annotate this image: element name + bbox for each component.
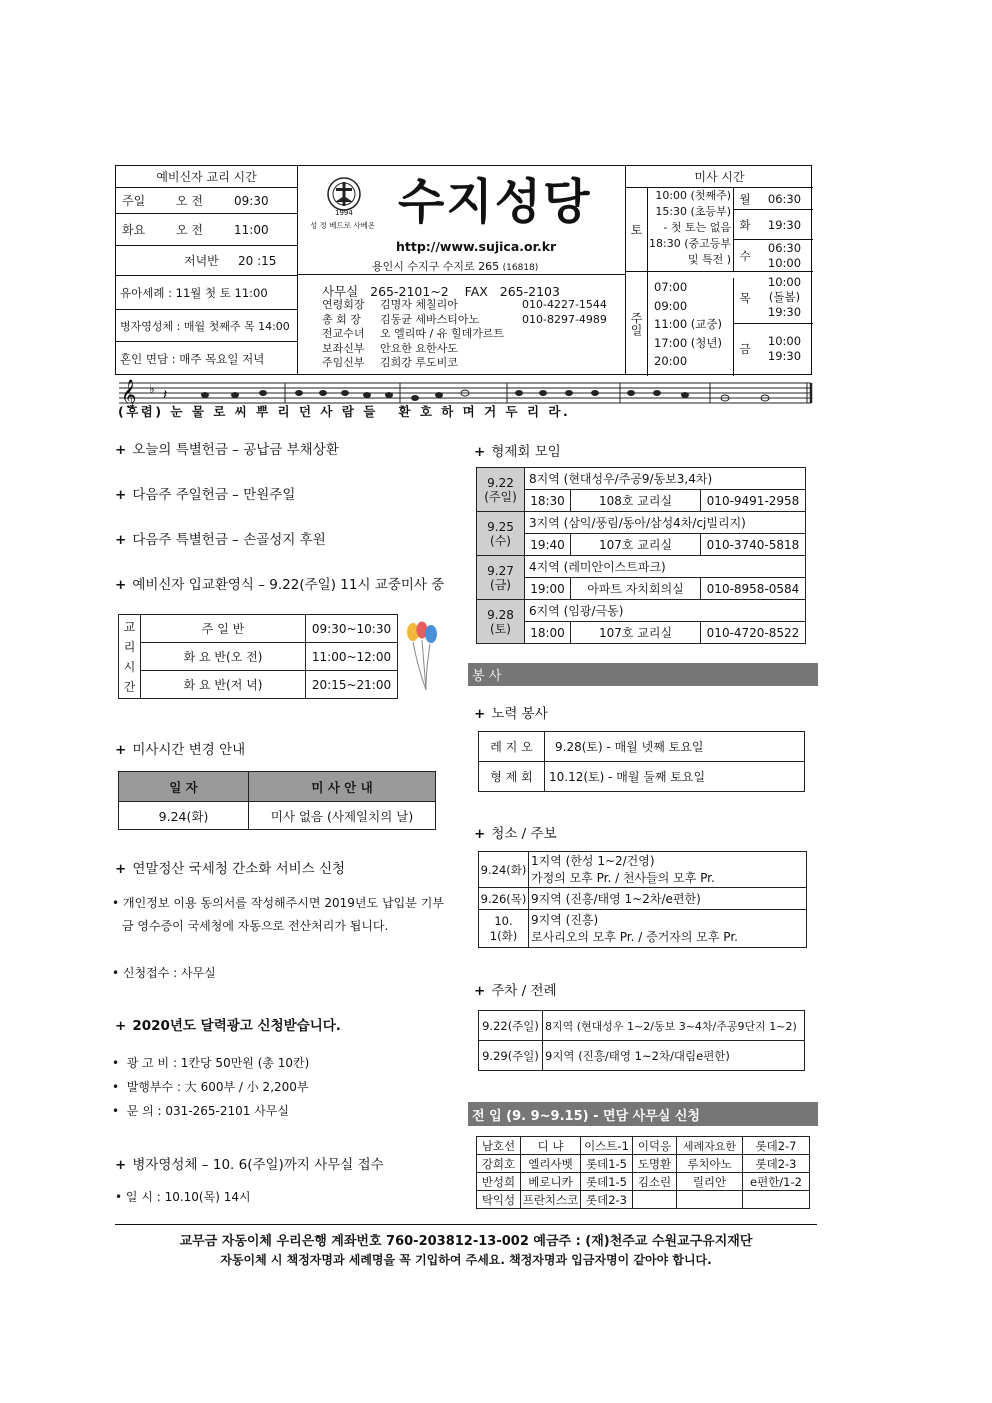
cleaning-title: + 청소 / 주보 [474, 826, 557, 842]
staff-row: 보좌신부 안요한 요한사도 [322, 341, 458, 355]
meeting-date: 9.22 (주일) [477, 468, 525, 512]
move-in-address: 이스트-1 [581, 1137, 633, 1155]
meeting-time: 18:30 [525, 490, 571, 512]
notice-next-offering: + 다음주 주일헌금 – 만원주일 [115, 487, 296, 503]
parking-date: 9.22(주일) [479, 1011, 543, 1041]
move-in-name [633, 1191, 677, 1209]
meeting-date: 9.25 (수) [477, 512, 525, 556]
move-in-address: 롯데2-3 [743, 1155, 810, 1173]
svg-text:♭: ♭ [149, 382, 155, 396]
move-in-section-bar: 전 입 (9. 9~9.15) - 면담 사무실 신청 [468, 1102, 818, 1126]
svg-text:𝄽: 𝄽 [163, 387, 168, 403]
meeting-date: 9.27 (금) [477, 556, 525, 600]
parking-desc: 9지역 (진흥/태영 1~2차/대림e편한) [543, 1041, 805, 1071]
move-in-baptism: 세례자요한 [677, 1137, 743, 1155]
calendar-ad-item: • 광 고 비 : 1칸당 50만원 (총 10칸) [112, 1056, 310, 1070]
notice-next-special-offering: + 다음주 특별헌금 – 손골성지 후원 [115, 532, 326, 548]
labor-group: 레 지 오 [479, 732, 545, 762]
cleaning-date: 9.26(목) [479, 888, 529, 910]
catechism-row: 화요 오 전 11:00 [116, 214, 297, 246]
mass-change-header-info: 미 사 안 내 [249, 772, 436, 802]
class-side-label: 교 리 시 간 [119, 615, 141, 699]
meeting-place: 아파트 자치회의실 [571, 578, 701, 600]
footer-account: 교무금 자동이체 우리은행 계좌번호 760-203812-13-002 예금주 : (재)천주교 수원교구유지재단 [179, 1234, 753, 1249]
calendar-ad-item: • 문 의 : 031-265-2101 사무실 [112, 1104, 289, 1118]
meeting-area: 3지역 (삼익/풍림/동아/삼성4차/cj빌리지) [525, 512, 806, 534]
church-logo [326, 176, 362, 212]
saturday-label: 토 [626, 188, 648, 272]
parking-title: + 주차 / 전례 [474, 983, 557, 999]
move-in-baptism: 디 냐 [521, 1137, 581, 1155]
class-name: 주 일 반 [141, 615, 306, 643]
class-time: 09:30~10:30 [306, 615, 398, 643]
labor-desc: 10.12(토) - 매월 둘째 토요일 [545, 762, 805, 792]
tax-service-body: • 개인정보 이용 동의서를 작성해주시면 2019년도 납입분 기부금 영수증이 국세청에 자동으로 전산처리가 됩니다. [112, 896, 444, 933]
weekday-masses [734, 188, 813, 374]
logo-year: 1994 [335, 209, 353, 217]
class-time: 20:15~21:00 [306, 671, 398, 699]
cleaning-desc: 9지역 (진흥/태영 1~2차/e편한) [529, 888, 807, 910]
meeting-phone: 010-8958-0584 [701, 578, 806, 600]
staff-row: 총 회 장 김동균 세바스티아노 010-8297-4989 [322, 312, 607, 326]
marriage-interview: 혼인 면담 : 매주 목요일 저녁 [120, 352, 265, 366]
meeting-phone: 010-4720-8522 [701, 622, 806, 644]
sick-communion-date: • 일 시 : 10.10(목) 14시 [115, 1190, 251, 1204]
move-in-name: 이덕응 [633, 1137, 677, 1155]
weekday-row: 화 19:30 [734, 210, 813, 240]
move-in-address: 롯데2-7 [743, 1137, 810, 1155]
notice-welcome-ceremony: + 예비신자 입교환영식 – 9.22(주일) 11시 교중미사 중 [115, 577, 445, 593]
svg-text:𝄞: 𝄞 [121, 380, 137, 407]
meeting-time: 18:00 [525, 622, 571, 644]
labor-service-table [478, 731, 805, 792]
meeting-place: 107호 교리실 [571, 534, 701, 556]
staff-list [322, 298, 622, 371]
mass-time-panel [626, 166, 813, 374]
mass-change-date: 9.24(화) [119, 802, 249, 830]
class-name: 화 요 반(저 녁) [141, 671, 306, 699]
meeting-place: 108호 교리실 [571, 490, 701, 512]
staff-row: 연령회장 김명자 체칠리아 010-4227-1544 [322, 298, 607, 311]
bulletin-header [115, 165, 812, 375]
move-in-address: e편한/1-2 [743, 1173, 810, 1191]
weekday-row: 월 06:30 [734, 188, 813, 210]
divider [298, 274, 625, 275]
move-in-name: 남호선 [477, 1137, 521, 1155]
move-in-address: 롯데1-5 [581, 1173, 633, 1191]
calendar-ad-item: • 발행부수 : 大 600부 / 小 2,200부 [112, 1080, 309, 1094]
meeting-area: 4지역 (레미안이스트파크) [525, 556, 806, 578]
catechism-title: 예비신자 교리 시간 [116, 166, 297, 188]
move-in-name: 탁익성 [477, 1191, 521, 1209]
hymn-lyrics: (후렴) 눈 물 로 씨 뿌 리 던 사 람 들 환 호 하 며 거 두 리 라. [118, 404, 571, 419]
move-in-table [476, 1136, 810, 1209]
move-in-address: 롯데1-5 [581, 1155, 633, 1173]
move-in-baptism: 엘리사벳 [521, 1155, 581, 1173]
staff-row: 주임신부 김희강 루도비코 [322, 356, 458, 369]
move-in-baptism: 루치아노 [677, 1155, 743, 1173]
cleaning-table [478, 851, 807, 948]
calendar-ad-title: + 2020년도 달력광고 신청받습니다. [115, 1018, 341, 1034]
catechism-panel [116, 166, 298, 374]
parking-desc: 8지역 (현대성우 1~2/동보 3~4차/주공9단지 1~2) [543, 1011, 805, 1041]
church-info-panel [298, 166, 626, 374]
move-in-name: 도명환 [633, 1155, 677, 1173]
move-in-baptism: 릴리안 [677, 1173, 743, 1191]
calendar-ad-list [112, 1051, 309, 1123]
office-phone: 사무실 265-2101~2 FAX 265-2103 [322, 284, 560, 299]
sick-communion: 병자영성체 : 매월 첫째주 목 14:00 [116, 310, 297, 342]
labor-group: 형 제 회 [479, 762, 545, 792]
meeting-phone: 010-9491-2958 [701, 490, 806, 512]
move-in-address: 롯데2-3 [581, 1191, 633, 1209]
weekday-row: 수 06:30 10:00 [734, 240, 813, 272]
church-cross-icon [326, 176, 362, 212]
church-name: 수지성당 [398, 174, 592, 230]
move-in-name: 김소린 [633, 1173, 677, 1191]
meeting-time: 19:40 [525, 534, 571, 556]
meeting-area: 6지역 (임광/극동) [525, 600, 806, 622]
weekday-row: 목 10:00 (돌봄) 19:30 [734, 272, 813, 324]
class-name: 화 요 반(오 전) [141, 643, 306, 671]
sunday-times: 07:00 09:00 11:00 (교중) 17:00 (청년) 20:00 [648, 278, 734, 376]
move-in-name: 강희호 [477, 1155, 521, 1173]
meeting-date: 9.28 (토) [477, 600, 525, 644]
meeting-phone: 010-3740-5818 [701, 534, 806, 556]
logo-caption: 성 정 베드로 사베온 [310, 221, 376, 230]
mass-title: 미사 시간 [626, 166, 813, 188]
catechism-row: 주일 오 전 09:30 [116, 188, 297, 214]
move-in-address [743, 1191, 810, 1209]
cleaning-date: 10. 1(화) [479, 910, 529, 948]
tax-service-title: + 연말정산 국세청 간소화 서비스 신청 [115, 861, 346, 877]
cleaning-desc: 9지역 (진흥) 로사리오의 모후 Pr. / 증거자의 모후 Pr. [529, 910, 807, 948]
labor-desc: 9.28(토) - 매월 넷째 토요일 [545, 732, 805, 762]
brothers-meeting-table [476, 467, 806, 644]
tax-service-contact: • 신청접수 : 사무실 [112, 966, 216, 980]
footer-note: 자동이체 시 책정자명과 세례명을 꼭 기입하여 주세요. 책정자명과 입금자명이 같아야 합니다. [220, 1253, 712, 1267]
move-in-baptism: 베로니카 [521, 1173, 581, 1191]
balloons-decoration [404, 620, 440, 692]
service-section-bar: 봉 사 [468, 663, 818, 686]
mass-change-header-date: 일 자 [119, 772, 249, 802]
balloon-icon [404, 620, 440, 692]
catechism-row: 저녁반 20 :15 [116, 246, 297, 276]
class-schedule-table [118, 614, 398, 699]
move-in-baptism [677, 1191, 743, 1209]
labor-service-title: + 노력 봉사 [474, 706, 548, 722]
infant-baptism: 유아세례 : 11월 첫 토 11:00 [116, 276, 297, 310]
parking-table [478, 1010, 805, 1071]
notice-special-offering: + 오늘의 특별헌금 – 공납금 부채상환 [115, 442, 339, 458]
mass-change-title: + 미사시간 변경 안내 [115, 742, 246, 758]
meeting-time: 19:00 [525, 578, 571, 600]
move-in-baptism: 프란치스코 [521, 1191, 581, 1209]
brothers-meeting-title: + 형제회 모임 [474, 444, 561, 460]
cleaning-desc: 1지역 (한성 1~2/건영) 가정의 모후 Pr. / 천사들의 모후 Pr. [529, 852, 807, 888]
move-in-name: 반성희 [477, 1173, 521, 1191]
meeting-place: 107호 교리실 [571, 622, 701, 644]
staff-row: 전교수녀 오 엘리따 / 유 힐데가르트 [322, 327, 504, 340]
footer-divider [115, 1224, 817, 1225]
saturday-times: 10:00 (첫째주) 15:30 (초등부) - 첫 토는 없음 18:30 (중고등부 및 특전 ) [648, 188, 734, 272]
sick-communion-title: + 병자영성체 – 10. 6(주일)까지 사무실 접수 [115, 1157, 384, 1173]
mass-change-info: 미사 없음 (사제일치의 날) [249, 802, 436, 830]
cleaning-date: 9.24(화) [479, 852, 529, 888]
class-time: 11:00~12:00 [306, 643, 398, 671]
meeting-area: 8지역 (현대성우/주공9/동보3,4차) [525, 468, 806, 490]
weekday-row: 금 10:00 19:30 [739, 334, 802, 363]
sunday-label: 주일 [626, 272, 648, 376]
church-address: 용인시 수지구 수지로 265 (16818) [372, 260, 539, 273]
church-url[interactable]: http://www.sujica.or.kr [396, 239, 557, 254]
parking-date: 9.29(주일) [479, 1041, 543, 1071]
mass-change-table [118, 771, 436, 830]
